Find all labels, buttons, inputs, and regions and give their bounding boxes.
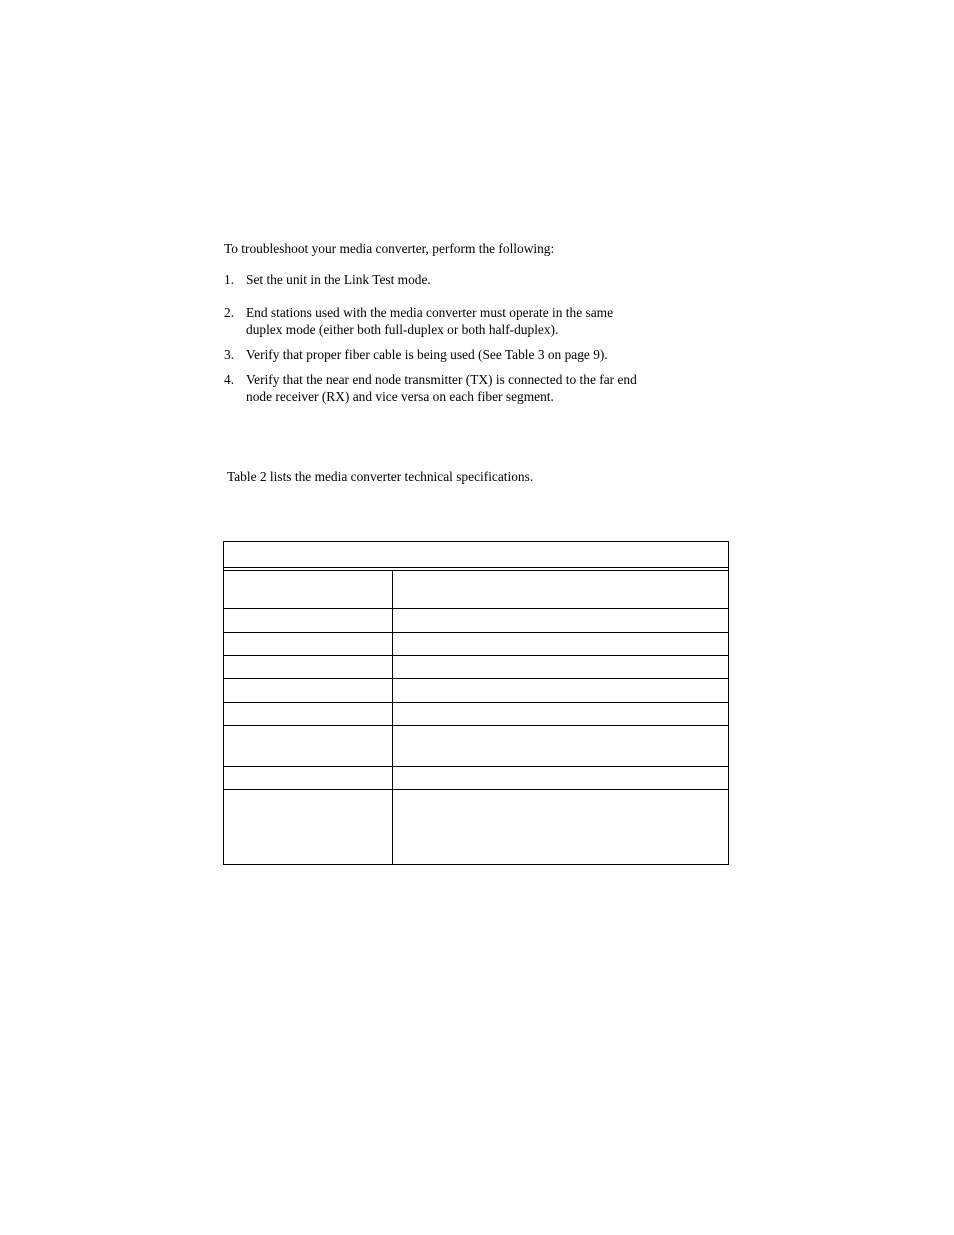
step-number: 1. (224, 272, 235, 287)
table-header-rule (224, 570, 728, 571)
table-column-divider (392, 571, 393, 864)
table-row-divider (224, 655, 728, 656)
step-line: Verify that proper fiber cable is being used (See Table 3 on page 9). (246, 347, 608, 362)
step-text (246, 346, 736, 363)
step-line: Set the unit in the Link Test mode. (246, 272, 431, 287)
step-number: 4. (224, 372, 235, 387)
table-row-divider (224, 766, 728, 767)
step-number: 2. (224, 305, 235, 320)
step-line: duplex mode (either both full-duplex or both half-duplex). (246, 322, 559, 337)
table-row-divider (224, 632, 728, 633)
table-row-divider (224, 678, 728, 679)
table-title-row (224, 542, 728, 568)
step-line: Verify that the near end node transmitter (TX) is connected to the far end (246, 372, 637, 387)
specifications-intro: Table 2 lists the media converter technical specifications. (227, 469, 534, 484)
step-line: node receiver (RX) and vice versa on each fiber segment. (246, 389, 554, 404)
table-row-divider (224, 789, 728, 790)
specifications-table (223, 541, 729, 865)
troubleshooting-intro: To troubleshoot your media converter, perform the following: (224, 241, 555, 256)
table-row-divider (224, 702, 728, 703)
step-line: End stations used with the media converter must operate in the same (246, 305, 614, 320)
step-text (246, 304, 736, 338)
step-text (246, 271, 736, 288)
table-row-divider (224, 725, 728, 726)
step-number: 3. (224, 347, 235, 362)
table-row-divider (224, 608, 728, 609)
step-text (246, 371, 736, 405)
